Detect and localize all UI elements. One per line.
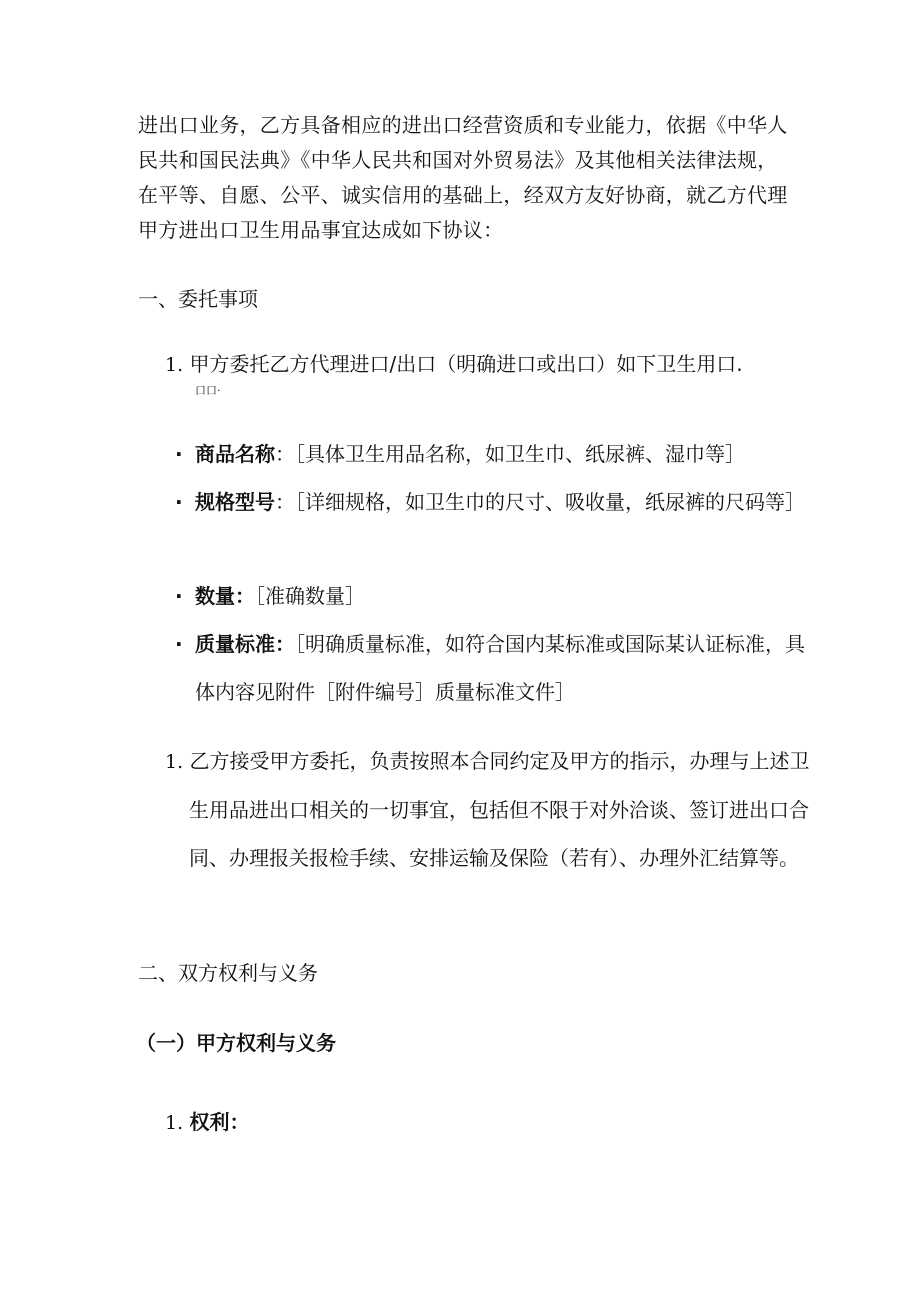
bullet-dot: ·: [175, 584, 183, 608]
bullet-label: 规格型号: [195, 490, 275, 514]
bullet-text: ［准确数量］: [255, 584, 365, 608]
bullet-dot: ·: [175, 442, 183, 466]
item-label: 权利：: [189, 1110, 250, 1134]
bullet-text: ［明确质量标准，如符合国内某标准或国际某认证标准，具体内容见附件［附件编号］质量标准文件］: [195, 632, 805, 704]
bullet-dot: ·: [175, 490, 183, 514]
section-2-subheading-1: （一）甲方权利与义务: [136, 1031, 336, 1055]
section-1-heading: 一、委托事项: [138, 287, 258, 311]
item-number: 1.: [165, 354, 184, 376]
bullet-product-name: [175, 430, 805, 478]
item-text: 乙方接受甲方委托，负责按照本合同约定及甲方的指示，办理与上述卫生用品进出口相关的一切事宜，包括但不限于对外洽谈、签订进出口合同、办理报关报检手续、安排运输及保险（若有）、办理外汇结算等。: [189, 749, 810, 870]
bullet-quality-standard: [175, 620, 805, 716]
bullet-text: ：［具体卫生用品名称，如卫生巾、纸尿裤、湿巾等］: [275, 442, 745, 466]
bullet-dot: ·: [175, 632, 183, 656]
bullet-quantity: [175, 572, 805, 620]
bullet-label: 商品名称: [195, 442, 275, 466]
section-2-item-1: [165, 1098, 814, 1147]
intro-paragraph: 进出口业务，乙方具备相应的进出口经营资质和专业能力，依据《中华人民共和国民法典》《中华人民共和国对外贸易法》及其他相关法律法规，在平等、自愿、公平、诚实信用的基础上，经双方友好协商，就乙方代理甲方进出口卫生用品事宜达成如下协议：: [138, 113, 788, 242]
section-1-item-2: [165, 737, 814, 882]
item-number: 1.: [165, 751, 184, 773]
bullet-label: 数量：: [195, 584, 255, 608]
section-1-item-1: [165, 343, 814, 386]
section-1-item-1-small-text: 口口·: [195, 384, 221, 397]
section-2-heading: 二、双方权利与义务: [138, 961, 318, 985]
bullet-label: 质量标准：: [195, 632, 295, 656]
item-text: 甲方委托乙方代理进口/出口（明确进口或出口）如下卫生用口.: [189, 352, 743, 376]
bullet-text: ：［详细规格，如卫生巾的尺寸、吸收量，纸尿裤的尺码等］: [275, 490, 805, 514]
bullet-spec-model: [175, 478, 805, 526]
item-number: 1.: [165, 1112, 184, 1134]
